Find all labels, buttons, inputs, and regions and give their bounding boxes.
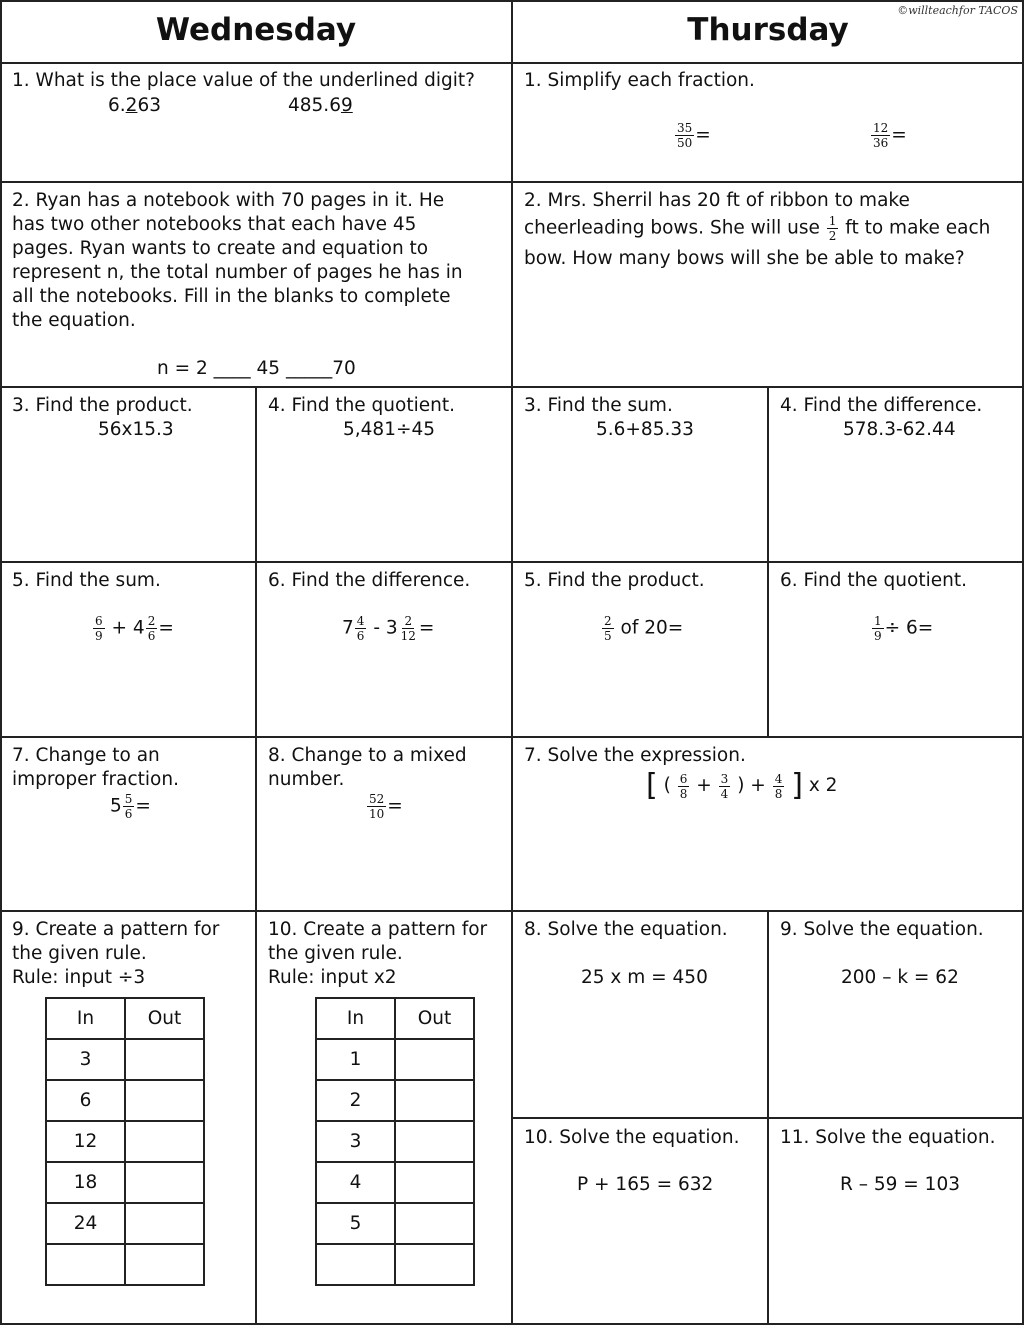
wed-q10-rule: Rule: input x2 (268, 967, 397, 988)
table-cell: 18 (46, 1162, 125, 1203)
wed-q2-line: represent n, the total number of pages he has in (12, 262, 463, 283)
answer-cell[interactable] (125, 1080, 204, 1121)
wed-q5-expr: $\frac{6}{9}$ + 4 $\frac{2}{6}$ = (95, 614, 174, 643)
wed-q1-b: 485.69 (288, 95, 353, 116)
thu-q7-expr: [ ( $\frac{6}{8}$ + $\frac{3}{4}$ ) + $\frac{4}{8}$ ] x 2 (646, 768, 838, 803)
wed-q10-table (315, 997, 475, 1286)
wed-q2-line: pages. Ryan wants to create and equation to (12, 238, 429, 259)
wed-q8-prompt: number. (268, 769, 345, 790)
thu-q2-line: bow. How many bows will she be able to make? (524, 248, 965, 269)
thu-q8-prompt: 8. Solve the equation. (524, 919, 728, 940)
table-cell: 3 (46, 1039, 125, 1080)
wed-q6-expr: 7 $\frac{4}{6}$ - 3 $\frac{2}{12}$ = (342, 614, 435, 643)
wed-q8-expr: $\frac{52}{10}$ = (369, 792, 403, 821)
table-cell: 24 (46, 1203, 125, 1244)
table-cell[interactable] (316, 1244, 395, 1285)
wed-q2-equation: n = 2 ____ 45 _____70 (157, 358, 356, 379)
wed-q7-prompt: 7. Change to an (12, 745, 160, 766)
thu-q9-prompt: 9. Solve the equation. (780, 919, 984, 940)
answer-cell[interactable] (125, 1203, 204, 1244)
wed-q9-prompt: the given rule. (12, 943, 147, 964)
table-cell: 5 (316, 1203, 395, 1244)
thu-q11-expr: R – 59 = 103 (840, 1174, 960, 1195)
wed-q7-prompt: improper fraction. (12, 769, 179, 790)
wed-q1-prompt: 1. What is the place value of the underlined digit? (12, 70, 475, 91)
thu-q1-a: $\frac{35}{50}$ = (677, 121, 711, 150)
answer-cell[interactable] (395, 1039, 474, 1080)
answer-cell[interactable] (395, 1121, 474, 1162)
wednesday-header: Wednesday (155, 12, 357, 48)
thu-q5-expr: $\frac{2}{5}$ of 20= (604, 614, 684, 643)
wed-q9-table (45, 997, 205, 1286)
table-cell: 1 (316, 1039, 395, 1080)
grid-line (0, 0, 2, 1325)
thu-q9-expr: 200 – k = 62 (841, 967, 959, 988)
wed-q2-line: all the notebooks. Fill in the blanks to complete (12, 286, 451, 307)
thu-q10-prompt: 10. Solve the equation. (524, 1127, 740, 1148)
thu-q8-expr: 25 x m = 450 (581, 967, 708, 988)
wed-q2-line: the equation. (12, 310, 136, 331)
table-header: Out (395, 998, 474, 1039)
answer-cell[interactable] (395, 1162, 474, 1203)
answer-cell[interactable] (395, 1244, 474, 1285)
table-header: Out (125, 998, 204, 1039)
answer-cell[interactable] (125, 1244, 204, 1285)
wed-q5-prompt: 5. Find the sum. (12, 570, 161, 591)
table-cell: 4 (316, 1162, 395, 1203)
thu-q2-line: cheerleading bows. She will use $\frac{1}{2}$ ft to make each (524, 214, 991, 243)
answer-cell[interactable] (125, 1162, 204, 1203)
wed-q2-line: has two other notebooks that each have 45 (12, 214, 417, 235)
wed-q3-prompt: 3. Find the product. (12, 395, 193, 416)
wed-q7-expr: 5 $\frac{5}{6}$ = (110, 792, 151, 821)
answer-cell[interactable] (125, 1039, 204, 1080)
thu-q6-expr: $\frac{1}{9}$ ÷ 6= (874, 614, 934, 643)
wed-q8-prompt: 8. Change to a mixed (268, 745, 467, 766)
thursday-header: Thursday (687, 12, 849, 48)
thu-q1-prompt: 1. Simplify each fraction. (524, 70, 755, 91)
answer-cell[interactable] (395, 1080, 474, 1121)
wed-q9-prompt: 9. Create a pattern for (12, 919, 220, 940)
watermark: ©willteachfor TACOS (897, 4, 1018, 17)
thu-q4-expr: 578.3-62.44 (843, 419, 956, 440)
table-cell[interactable] (46, 1244, 125, 1285)
thu-q2-line: 2. Mrs. Sherril has 20 ft of ribbon to make (524, 190, 910, 211)
thu-q4-prompt: 4. Find the difference. (780, 395, 983, 416)
table-header: In (316, 998, 395, 1039)
grid-line (767, 386, 769, 736)
grid-line (511, 0, 513, 1325)
answer-cell[interactable] (395, 1203, 474, 1244)
wed-q3-expr: 56x15.3 (98, 419, 174, 440)
table-header: In (46, 998, 125, 1039)
table-cell: 2 (316, 1080, 395, 1121)
table-cell: 6 (46, 1080, 125, 1121)
thu-q1-b: $\frac{12}{36}$ = (873, 121, 907, 150)
thu-q3-expr: 5.6+85.33 (596, 419, 694, 440)
wed-q10-prompt: 10. Create a pattern for (268, 919, 488, 940)
wed-q1-a: 6.263 (108, 95, 161, 116)
answer-cell[interactable] (125, 1121, 204, 1162)
table-cell: 12 (46, 1121, 125, 1162)
wed-q2-line: 2. Ryan has a notebook with 70 pages in it. He (12, 190, 445, 211)
wed-q9-rule: Rule: input ÷3 (12, 967, 146, 988)
table-cell: 3 (316, 1121, 395, 1162)
thu-q5-prompt: 5. Find the product. (524, 570, 705, 591)
grid-line (767, 910, 769, 1325)
wed-q4-prompt: 4. Find the quotient. (268, 395, 455, 416)
wed-q4-expr: 5,481÷45 (343, 419, 436, 440)
thu-q10-expr: P + 165 = 632 (577, 1174, 714, 1195)
wed-q10-prompt: the given rule. (268, 943, 403, 964)
grid-line (255, 386, 257, 1325)
thu-q3-prompt: 3. Find the sum. (524, 395, 673, 416)
thu-q6-prompt: 6. Find the quotient. (780, 570, 967, 591)
wed-q6-prompt: 6. Find the difference. (268, 570, 471, 591)
thu-q11-prompt: 11. Solve the equation. (780, 1127, 996, 1148)
thu-q7-prompt: 7. Solve the expression. (524, 745, 746, 766)
